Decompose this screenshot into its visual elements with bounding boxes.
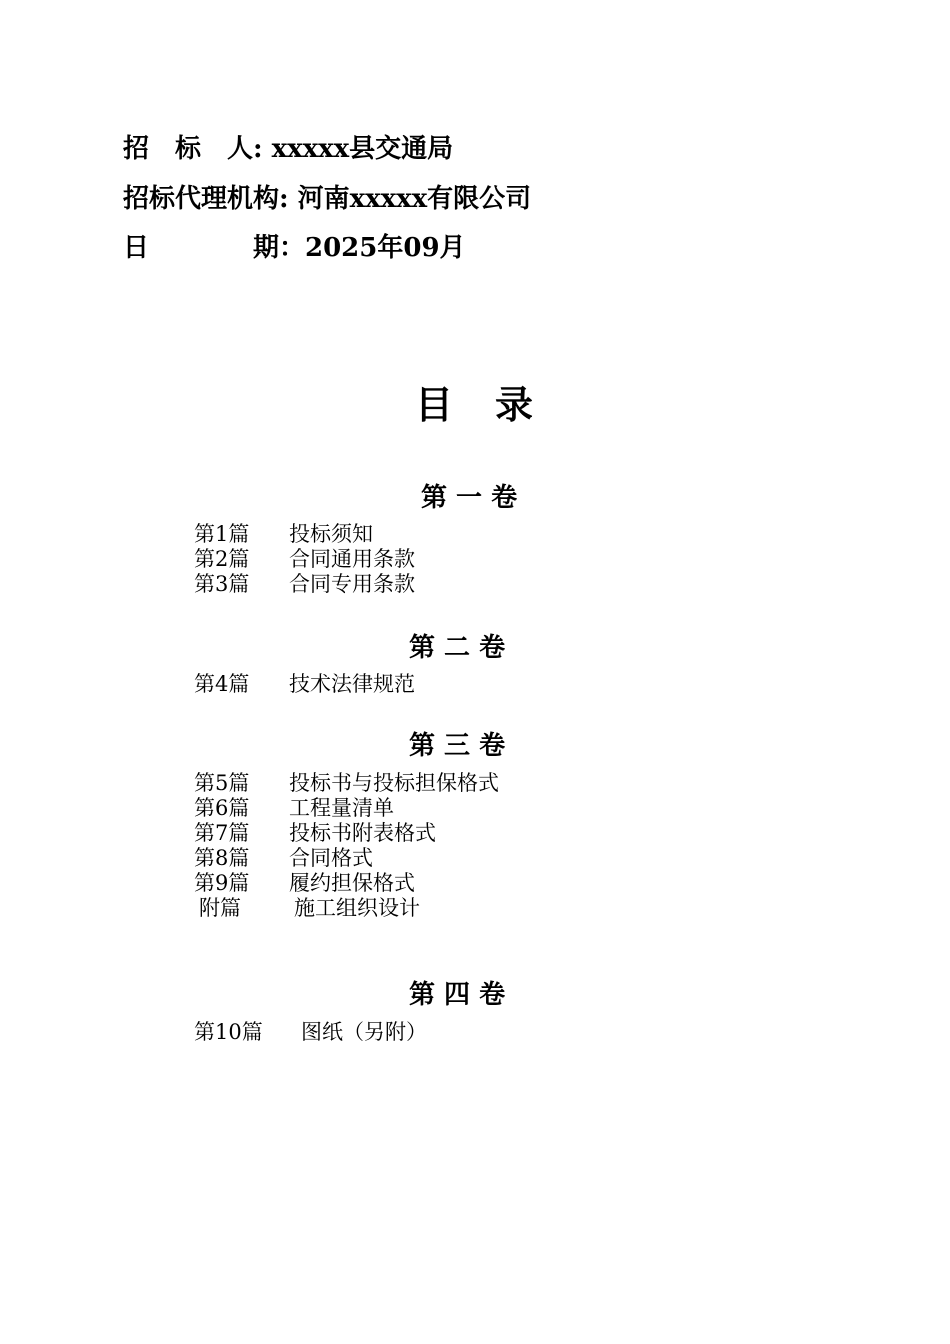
entry-title: 合同格式 — [289, 846, 373, 870]
entry-number: 第1篇 — [194, 522, 250, 546]
date-line: 日 期：2025年09月 — [123, 233, 466, 263]
entry-title: 施工组织设计 — [294, 896, 420, 920]
entry-number: 第10篇 — [194, 1020, 263, 1044]
tenderer-line: 招 标 人: xxxxx县交通局 — [123, 134, 454, 164]
entry-number: 第2篇 — [194, 547, 250, 571]
entry-number: 第7篇 — [194, 821, 250, 845]
toc-entry — [194, 522, 373, 547]
toc-entry — [194, 547, 415, 572]
toc-entry — [194, 771, 499, 796]
entry-title: 图纸（另附） — [301, 1020, 427, 1044]
toc-entry — [194, 871, 415, 896]
toc-entry — [194, 1020, 427, 1045]
toc-entry — [194, 821, 436, 846]
entry-number: 第8篇 — [194, 846, 250, 870]
toc-entry — [194, 572, 415, 597]
volume-heading: 第 二 卷 — [409, 633, 506, 663]
entry-number: 第5篇 — [194, 771, 250, 795]
entry-title: 投标书与投标担保格式 — [289, 771, 499, 795]
entry-title: 投标书附表格式 — [289, 821, 436, 845]
toc-title: 目 录 — [414, 382, 535, 427]
entry-title: 工程量清单 — [289, 796, 394, 820]
entry-number: 第3篇 — [194, 572, 250, 596]
entry-number: 第4篇 — [194, 672, 250, 696]
volume-heading: 第 三 卷 — [409, 731, 506, 761]
entry-title: 履约担保格式 — [289, 871, 415, 895]
entry-number: 第9篇 — [194, 871, 250, 895]
entry-title: 合同专用条款 — [289, 572, 415, 596]
toc-entry — [194, 796, 394, 821]
toc-entry — [194, 846, 373, 871]
volume-heading: 第 一 卷 — [421, 483, 518, 513]
toc-entry — [199, 896, 420, 921]
agency-line: 招标代理机构: 河南xxxxx有限公司 — [123, 184, 532, 214]
entry-number: 附篇 — [199, 896, 241, 920]
entry-number: 第6篇 — [194, 796, 250, 820]
volume-heading: 第 四 卷 — [409, 980, 506, 1010]
toc-entry — [194, 672, 415, 697]
entry-title: 技术法律规范 — [289, 672, 415, 696]
entry-title: 投标须知 — [289, 522, 373, 546]
entry-title: 合同通用条款 — [289, 547, 415, 571]
